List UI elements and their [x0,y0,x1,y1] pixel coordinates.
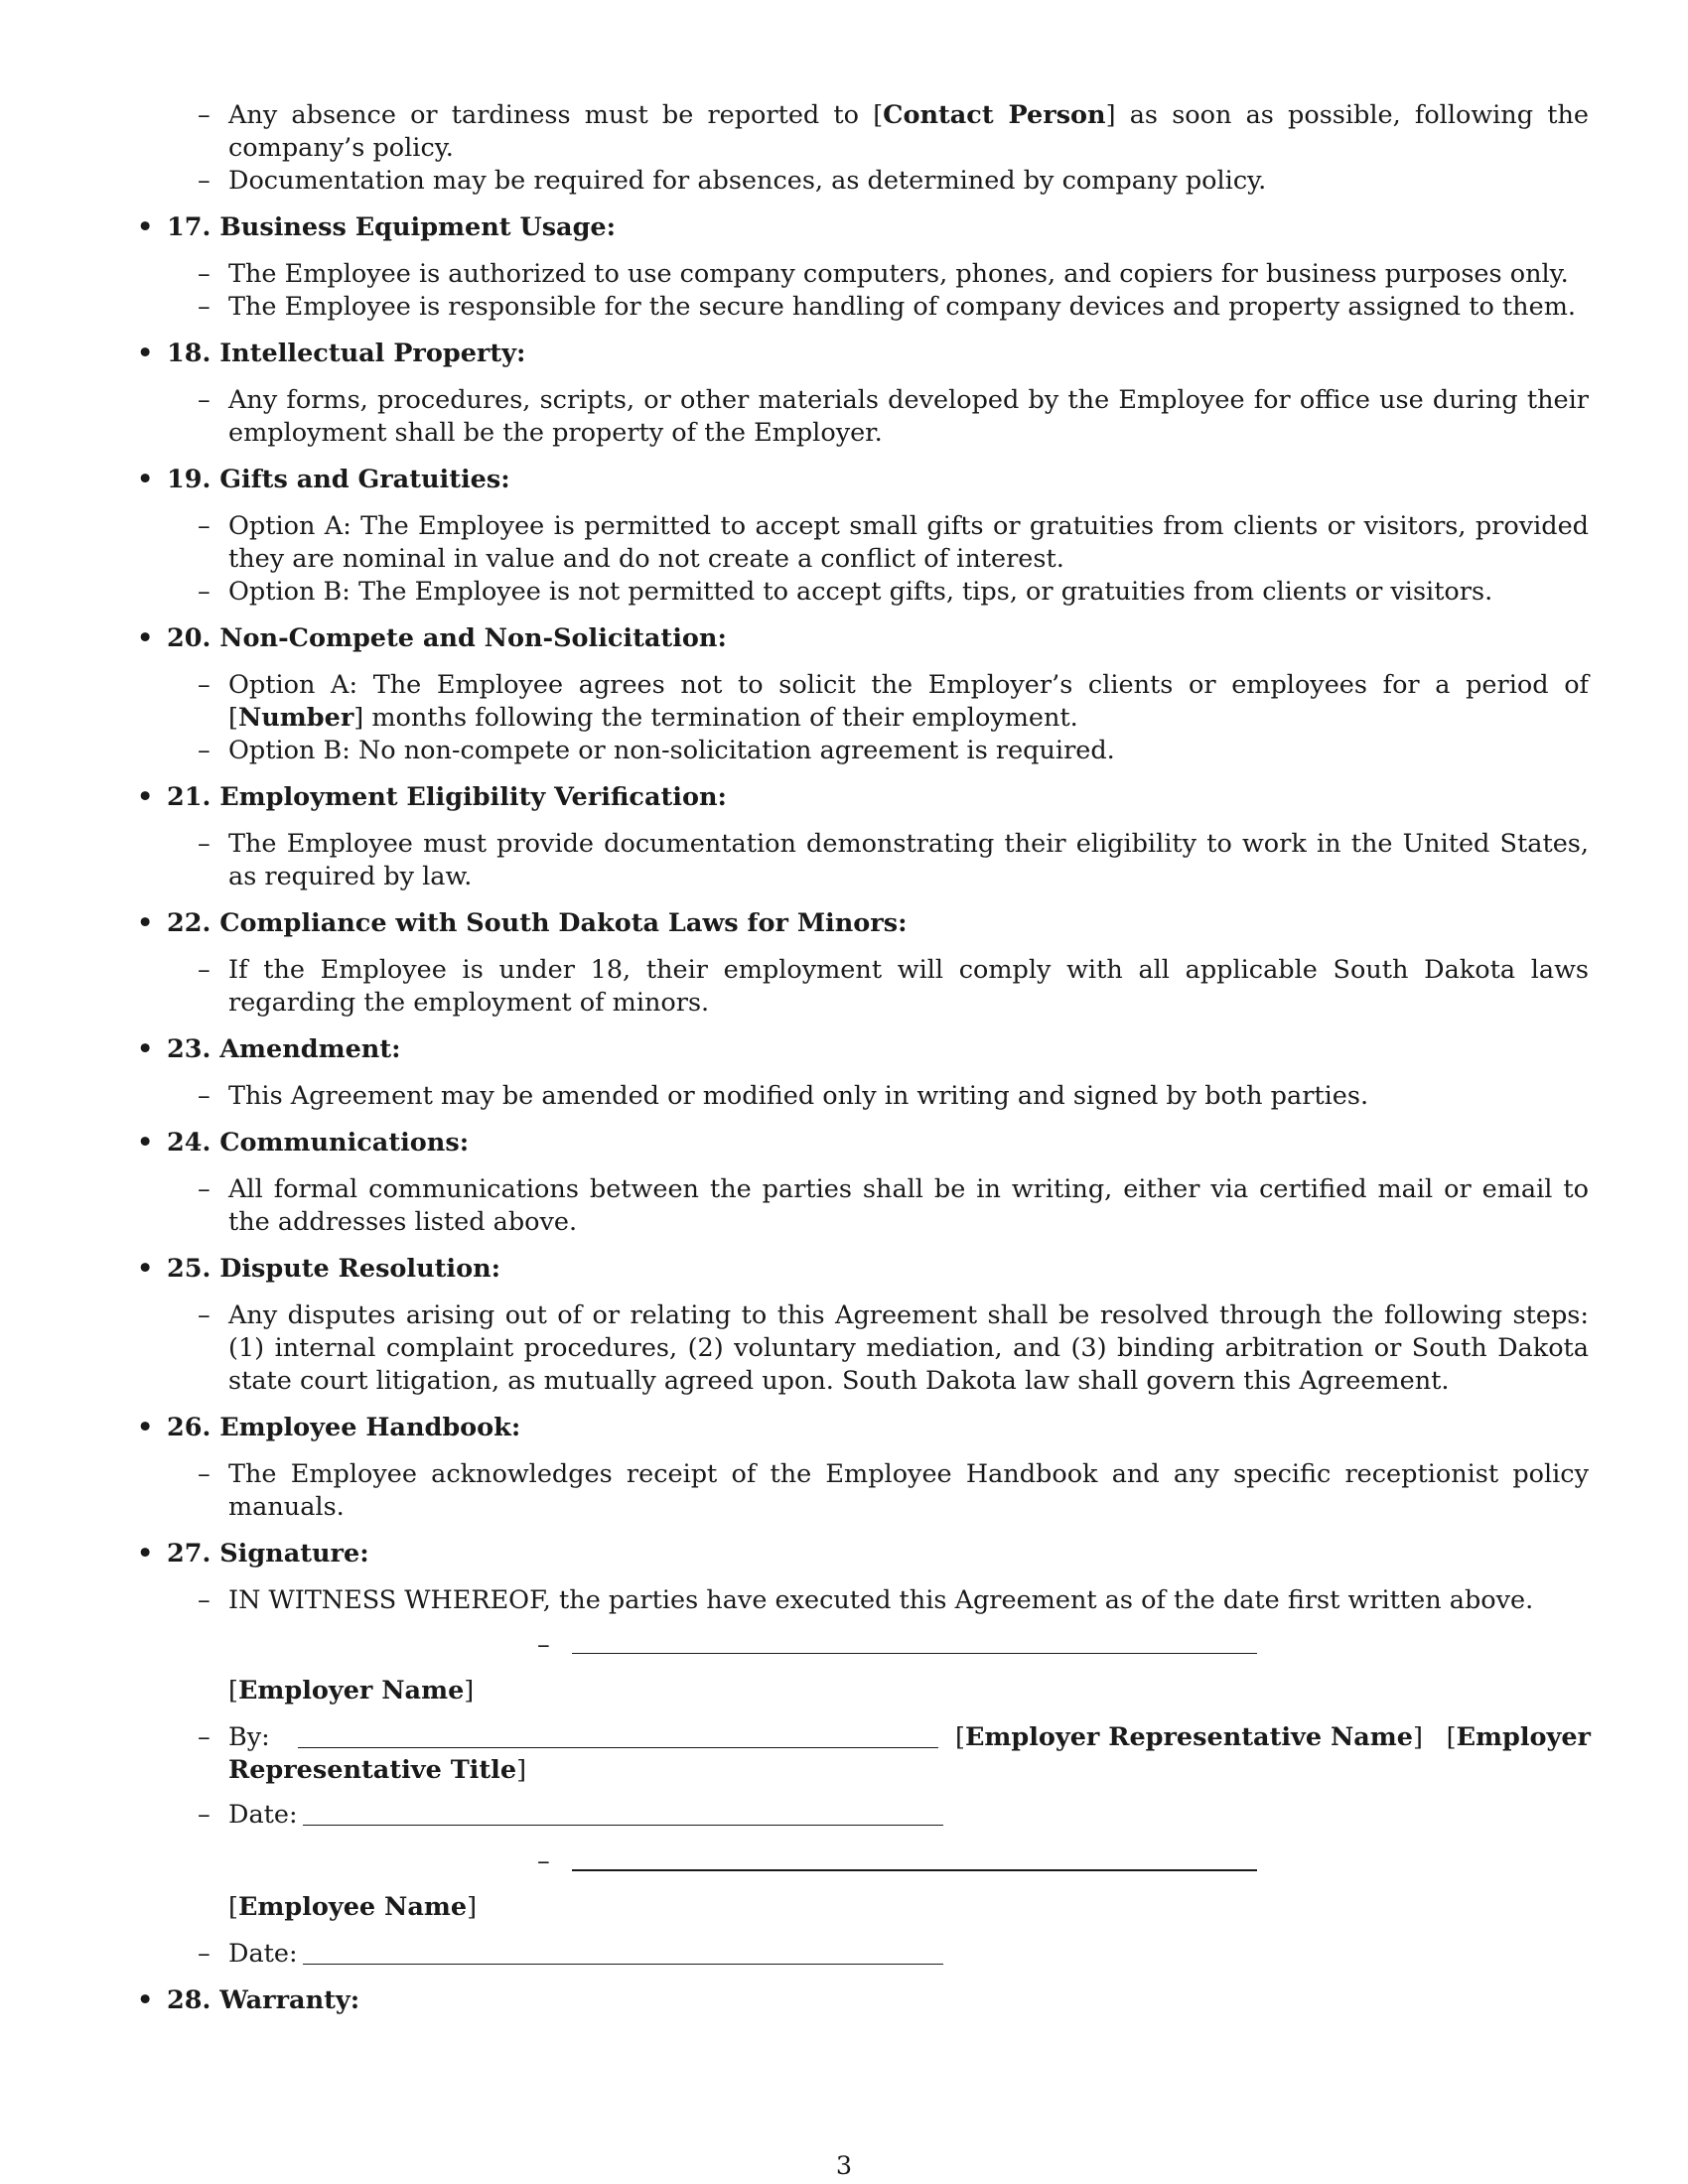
witness-statement: – IN WITNESS WHEREOF, the parties have executed this Agreement as of the date first written above. [198,1585,1534,1615]
section-21 [129,781,1589,893]
list-item: – The Employee is responsible for the secure handling of company devices and property assigned to them. [198,292,1576,322]
section-title: • 17. Business Equipment Usage: [137,212,617,242]
section-26 [129,1412,1589,1524]
employer-date-row: – Date: [129,1799,1589,1832]
section-17 [129,211,1589,324]
section-20 [129,622,1589,767]
list-item: – Option A: The Employee agrees not to solicit the Employer’s clients or employees for a period of [Number] months following the termination of their employment. [198,670,1589,733]
employee-date-row: – Date: [129,1938,1589,1971]
section-title: • 20. Non-Compete and Non-Solicitation: [137,623,727,653]
by-signature-field[interactable] [298,1747,938,1748]
section-title: • 22. Compliance with South Dakota Laws for Minors: [137,908,908,938]
list-item: – If the Employee is under 18, their employment will comply with all applicable South Dakota laws regarding the employment of minors. [198,955,1589,1018]
document-content [129,99,1589,2031]
section-title: • 23. Amendment: [137,1034,401,1064]
employer-date-field[interactable] [303,1825,943,1826]
list-item: – All formal communications between the parties shall be in writing, either via certified mail or email to the addresses listed above. [198,1174,1589,1237]
employer-by-row: – By: [ Employer Representative Name ] [ Employer Representative Title] [198,1722,1591,1785]
section-title: • 26. Employee Handbook: [137,1413,521,1442]
section-19 [129,464,1589,609]
section-24 [129,1127,1589,1239]
list-item: – Any disputes arising out of or relating to this Agreement shall be resolved through the following steps: (1) internal complaint procedures, (2) voluntary mediation, and (3) binding arbitration or South Dakota state court litigation, as mutually agreed upon. South Dakota law shall govern this Agreement. [198,1300,1589,1396]
section-title: • 28. Warranty: [137,1985,360,2015]
employee-name-placeholder: [Employee Name] [228,1892,478,1922]
list-item: – The Employee must provide documentation demonstrating their eligibility to work in the United States, as required by law. [198,829,1589,891]
section-25 [129,1253,1589,1398]
list-item: – The Employee is authorized to use company computers, phones, and copiers for business purposes only. [198,259,1569,289]
section-title: • 21. Employment Eligibility Verification: [137,782,727,812]
section-title: • 27. Signature: [137,1539,369,1569]
list-item: – The Employee acknowledges receipt of the Employee Handbook and any specific receptionist policy manuals. [198,1459,1589,1522]
section-title: • 18. Intellectual Property: [137,339,526,368]
section-title: • 24. Communications: [137,1128,470,1158]
employer-signature-row: – [129,1629,1589,1663]
employee-signature-line[interactable] [572,1869,1257,1871]
employee-signature-row: – [129,1845,1589,1879]
employer-rep-placeholders: [ Employer Representative Name ] [ Employer [955,1722,1591,1752]
section-18 [129,338,1589,450]
list-item: – Any forms, procedures, scripts, or other materials developed by the Employee for office use during their employment shall be the property of the Employer. [198,385,1589,448]
employee-date-field[interactable] [303,1964,943,1965]
section-title: • 19. Gifts and Gratuities: [137,465,510,494]
employer-signature-line[interactable] [572,1653,1257,1654]
list-item: – Documentation may be required for absences, as determined by company policy. [198,166,1267,196]
section-title: • 25. Dispute Resolution: [137,1254,501,1284]
list-item: – Option B: The Employee is not permitted to accept gifts, tips, or gratuities from clients or visitors. [198,577,1493,607]
absence-reporting-items [129,99,1589,198]
employer-name-placeholder: [Employer Name] [228,1676,475,1706]
section-23 [129,1033,1589,1113]
page-number: 3 [835,2151,853,2181]
section-28 [129,1984,1589,2017]
list-item: – Option A: The Employee is permitted to accept small gifts or gratuities from clients or visitors, provided they are nominal in value and do not create a conflict of interest. [198,511,1589,574]
section-22 [129,907,1589,1020]
list-item: – Any absence or tardiness must be reported to [Contact Person] as soon as possible, following the company’s policy. [198,100,1589,163]
list-item: – This Agreement may be amended or modified only in writing and signed by both parties. [198,1081,1369,1111]
section-27-signature [129,1538,1589,1971]
list-item: – Option B: No non-compete or non-solicitation agreement is required. [198,736,1115,765]
